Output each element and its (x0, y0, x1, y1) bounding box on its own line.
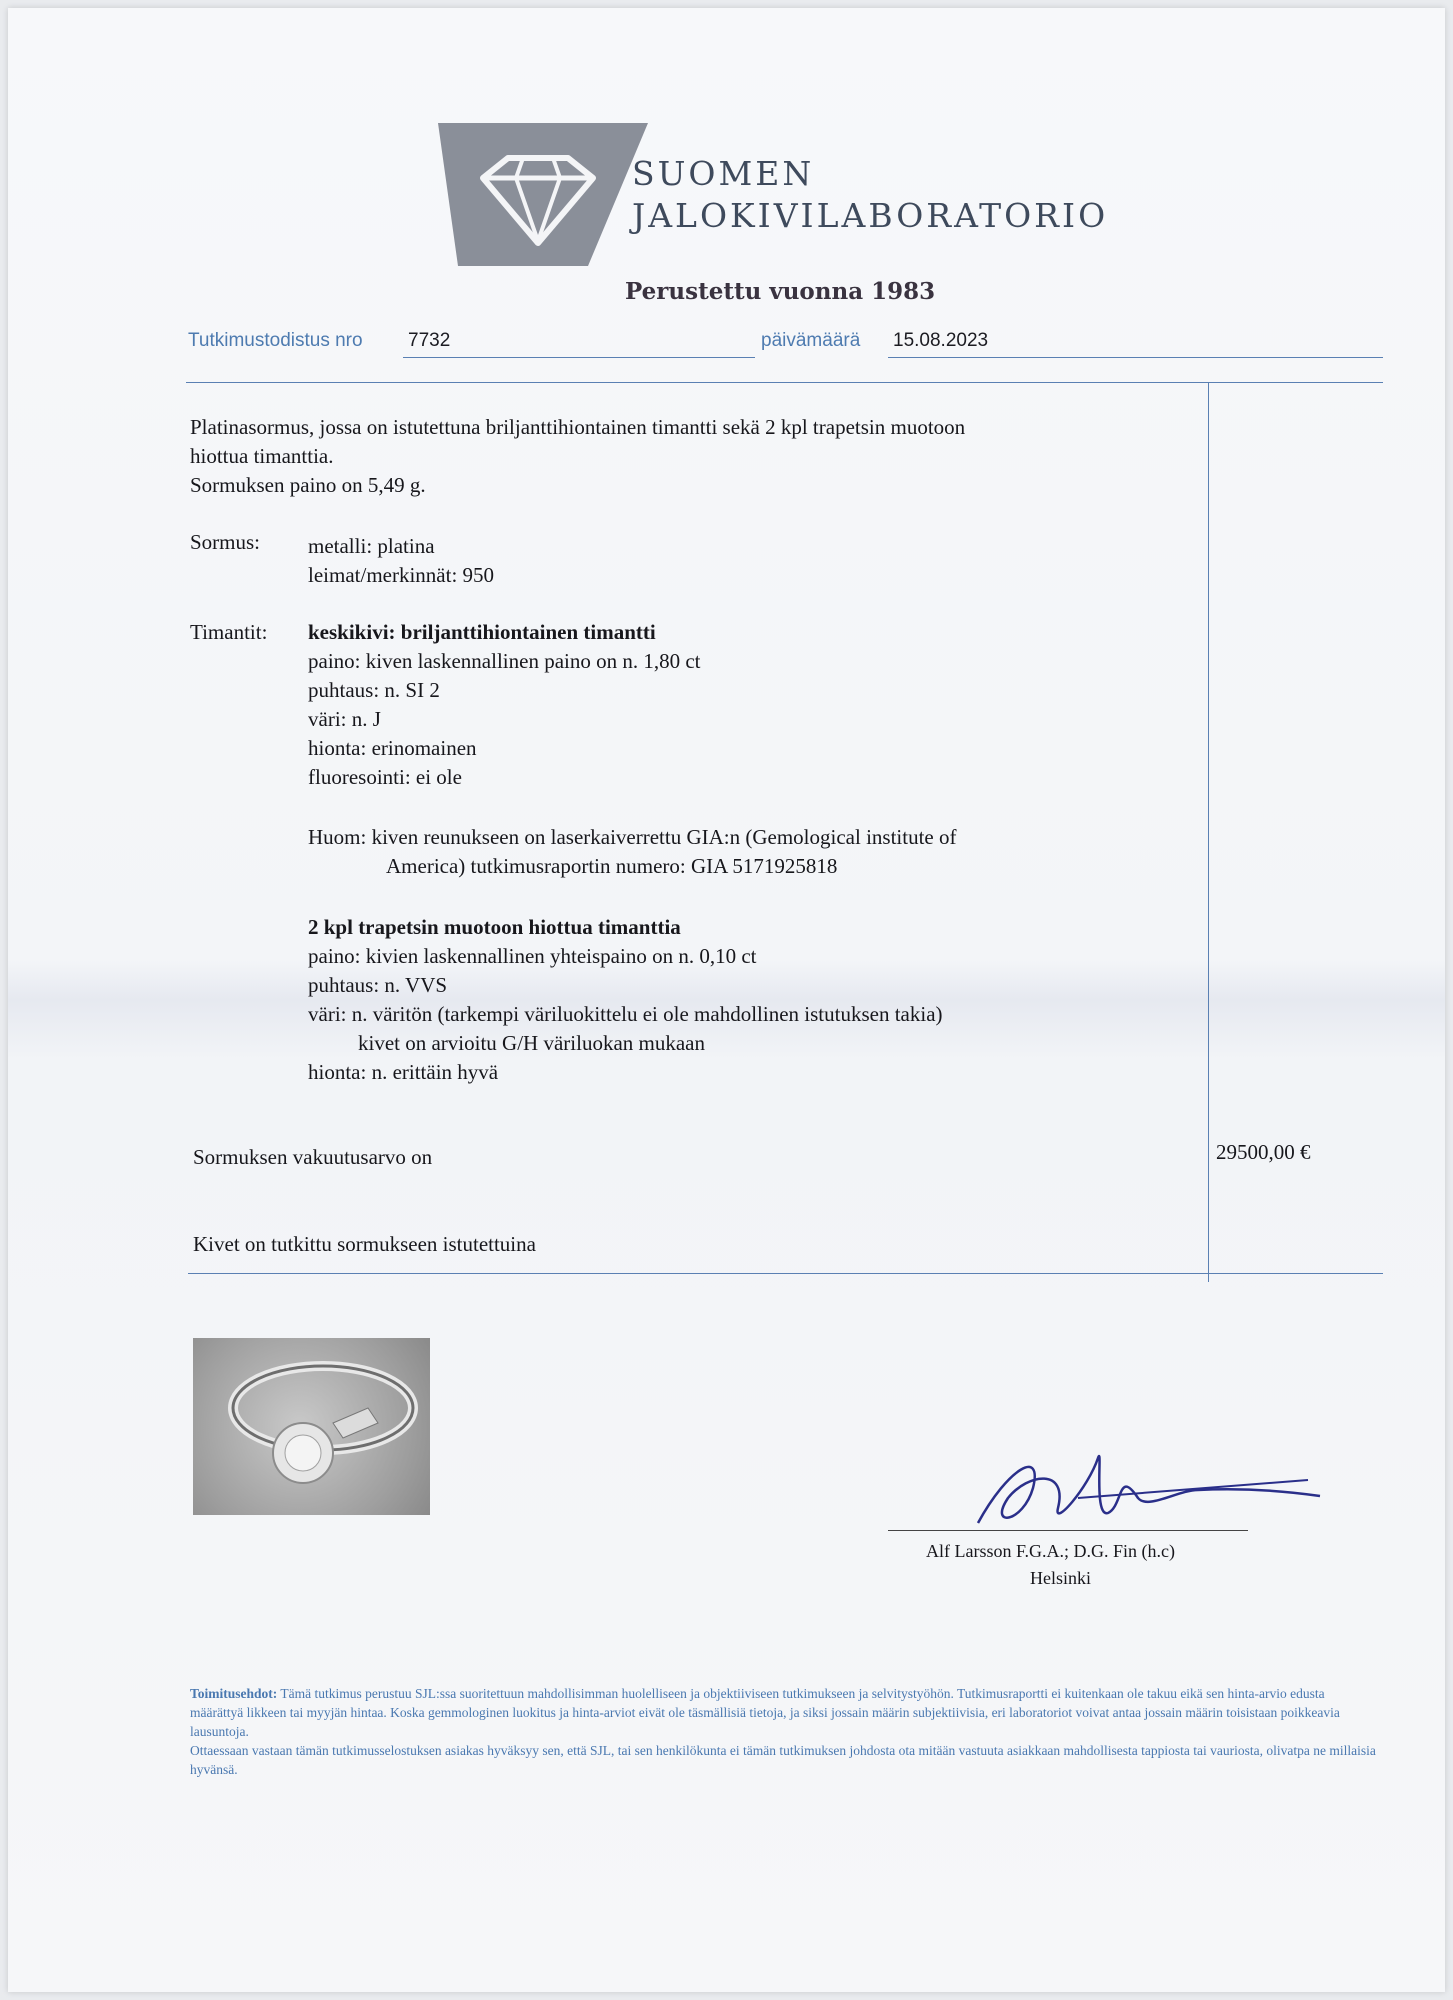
ring-label: Sormus: (190, 530, 261, 554)
center-stone (308, 618, 701, 792)
laser-inscription-note (308, 823, 957, 881)
number-underline (403, 357, 755, 358)
signer-city: Helsinki (1030, 1568, 1091, 1588)
founded-year: Perustettu vuonna 1983 (625, 278, 936, 305)
certificate-sheet (8, 8, 1445, 1992)
center-stone-line: hionta: erinomainen (308, 736, 477, 760)
description (190, 413, 965, 500)
description-line: Sormuksen paino on 5,49 g. (190, 473, 426, 497)
date-label: päivämäärä (761, 330, 861, 351)
certificate-date: 15.08.2023 (893, 330, 989, 351)
certificate-number: 7732 (408, 330, 451, 351)
top-rule (186, 382, 1383, 383)
center-stone-line: fluoresointi: ei ole (308, 765, 462, 789)
description-line: Platinasormus, jossa on istutettuna briljanttihiontainen timantti sekä 2 kpl trapetsin muotoon (190, 415, 966, 439)
ring-details (308, 532, 494, 590)
center-stone-line: puhtaus: n. SI 2 (308, 678, 440, 702)
ring-metal: metalli: platina (308, 534, 435, 558)
side-stones-color-note: kivet on arvioitu G/H väriluokan mukaan (358, 1031, 706, 1055)
diamonds-label: Timantit: (190, 620, 268, 644)
terms-text: Tämä tutkimus perustuu SJL:ssa suoritettuun mahdollisimman huolelliseen ja objektiiviseen tutkimukseen ja selvitystyöhön. Tutkimusraportti ei kuitenkaan ole takuu eikä sen hinta-arvio edusta määrättyä likkeen tai myyjän hintaa. Koska gemmologinen luokitus ja hinta-arviot eivät ole täsmällisiä tietoja, ja siksi jossain määrin subjektiivisia, eri laboratoriot voivat antaa jossain määrin toisistaan poikkeavia lausuntoja. (190, 1686, 1340, 1739)
side-stones-line: paino: kivien laskennallinen yhteispaino on n. 0,10 ct (308, 944, 757, 968)
date-underline (888, 357, 1383, 358)
bottom-rule (188, 1273, 1383, 1274)
description-line: hiottua timanttia. (190, 444, 334, 468)
terms (190, 1684, 1380, 1779)
valuation-amount: 29500,00 € (1216, 1140, 1311, 1164)
signature-image (948, 1428, 1328, 1538)
center-stone-title: keskikivi: briljanttihiontainen timantti (308, 620, 656, 644)
note-line2: America) tutkimusraportin numero: GIA 5171925818 (386, 854, 838, 878)
ring-photo (193, 1338, 430, 1515)
value-column-divider (1208, 382, 1209, 1282)
diamond-logo-icon (438, 123, 648, 266)
mounted-note: Kivet on tutkittu sormukseen istutettuina (193, 1232, 536, 1256)
lab-name-line2: JALOKIVILABORATORIO (632, 196, 1109, 235)
note-line1: Huom: kiven reunukseen on laserkaiverrettu GIA:n (Gemological institute of (308, 825, 957, 849)
center-stone-line: väri: n. J (308, 707, 381, 731)
side-stones-line: puhtaus: n. VVS (308, 973, 448, 997)
certificate-number-label: Tutkimustodistus nro (188, 330, 363, 351)
signer-name: Alf Larsson F.G.A.; D.G. Fin (h.c) (926, 1541, 1176, 1561)
ring-photo-image (193, 1338, 430, 1515)
signature-line (888, 1530, 1248, 1531)
terms-liability: Ottaessaan vastaan tämän tutkimusselostuksen asiakas hyväksyy sen, että SJL, tai sen henkilökunta ei tämän tutkimuksen johdosta ota mitään vastuuta asiakkaan mahdollisesta tappiosta tai vauriosta, olivatpa ne millaisia hyvänsä. (190, 1743, 1376, 1777)
terms-title: Toimitusehdot: (190, 1686, 278, 1701)
valuation-label: Sormuksen vakuutusarvo on (193, 1145, 433, 1169)
side-stones-line: väri: n. väritön (tarkempi väriluokittelu ei ole mahdollinen istutuksen takia) (308, 1002, 943, 1026)
lab-name-line1: SUOMEN (632, 154, 815, 193)
center-stone-line: paino: kiven laskennallinen paino on n. 1,80 ct (308, 649, 701, 673)
ring-marks: leimat/merkinnät: 950 (308, 563, 495, 587)
side-stones-cut: hionta: n. erittäin hyvä (308, 1060, 499, 1084)
side-stones-title: 2 kpl trapetsin muotoon hiottua timanttia (308, 915, 681, 939)
side-stones (308, 913, 943, 1087)
lab-name (632, 153, 1108, 237)
